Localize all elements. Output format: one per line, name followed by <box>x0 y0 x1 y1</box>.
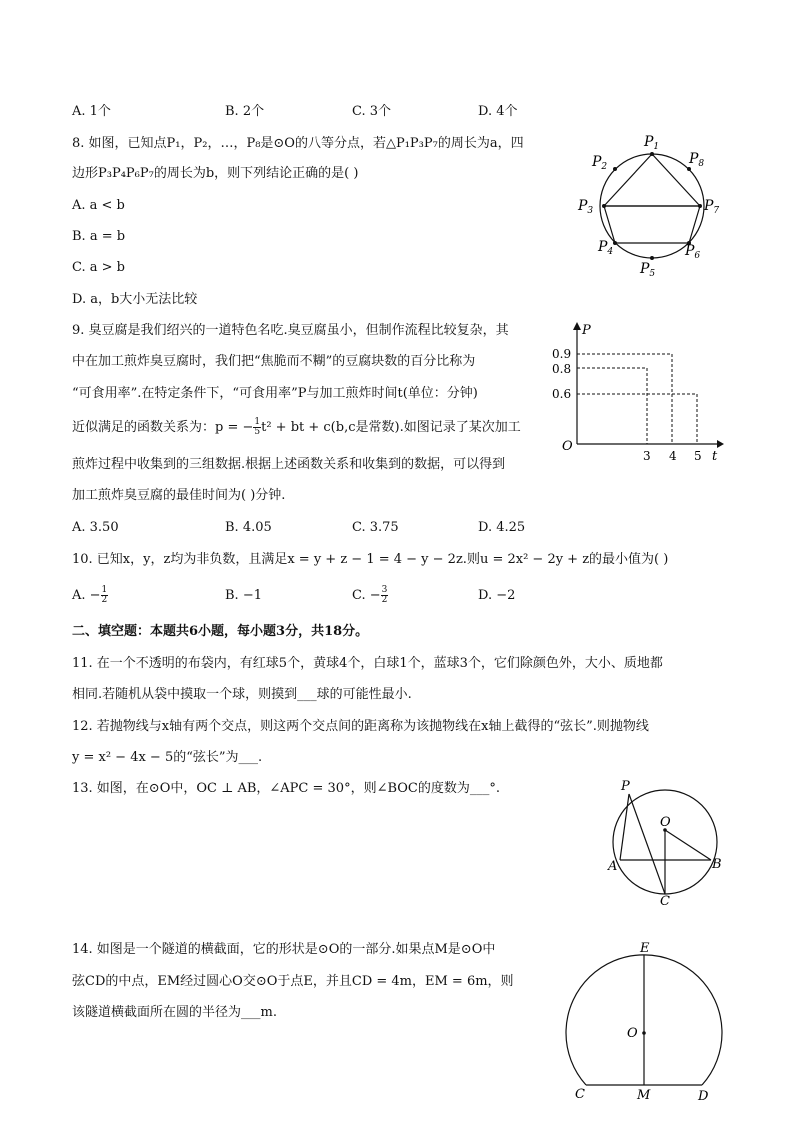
q9-option-d: D. 4.25 <box>478 520 526 535</box>
q8-figure <box>572 128 732 278</box>
q8-label-p3: $P_3$ <box>578 198 594 216</box>
q10-option-a: A. − $\frac{1}{2}$ <box>72 585 108 605</box>
q13-figure <box>600 778 730 906</box>
q8-label-p5: $P_5$ <box>640 261 656 278</box>
q14-label-e: E <box>640 941 650 956</box>
q9-text-line5: 煎炸过程中收集到的三组数据.根据上述函数关系和收集到的数据，可以得到 <box>72 457 506 472</box>
q14-label-c: C <box>575 1087 585 1102</box>
q7-option-b: B. 2个 <box>225 104 265 119</box>
section-2-heading: 二、填空题：本题共6小题，每小题3分，共18分。 <box>72 624 369 639</box>
q13-line-ob <box>665 830 711 860</box>
q9-option-c: C. 3.75 <box>352 520 399 535</box>
q13-label-o: O <box>660 815 671 830</box>
q8-point-p5 <box>650 256 654 260</box>
q13-label-p: P <box>621 779 630 794</box>
q9-option-a: A. 3.50 <box>72 520 119 535</box>
q8-label-p7: $P_7$ <box>704 198 720 216</box>
q14-figure <box>560 938 730 1108</box>
q9-origin-label: O <box>562 439 573 454</box>
q8-option-d: D. a，b大小无法比较 <box>72 292 198 307</box>
q9-text-line6: 加工煎炸臭豆腐的最佳时间为( )分钟. <box>72 488 286 503</box>
q8-option-c: C. a > b <box>72 260 125 275</box>
q13-label-c: C <box>660 894 670 906</box>
q9-y-tick-0.9: 0.9 <box>552 347 572 361</box>
q8-text-line1: 8. 如图，已知点P₁，P₂，…，P₈是⊙O的八等分点，若△P₁P₃P₇的周长为a，四 <box>72 136 524 151</box>
q12-text-line1: 12. 若抛物线与x轴有两个交点，则这两个交点间的距离称为该抛物线在x轴上截得的“弦长”.则抛物线 <box>72 719 649 734</box>
q9-y-arrow <box>573 322 581 330</box>
q10-option-c: C. − $\frac{3}{2}$ <box>352 585 388 605</box>
q13-label-b: B <box>712 857 722 872</box>
q11-text-line1: 11. 在一个不透明的布袋内，有红球5个，黄球4个，白球1个，蓝球3个，它们除颜色外，大小、质地都 <box>72 656 663 671</box>
q12-text-line2: y = x² − 4x − 5的“弦长”为___. <box>72 750 263 765</box>
q8-triangle <box>604 154 700 206</box>
q9-text-line4 <box>72 418 521 438</box>
q9-option-b: B. 4.05 <box>225 520 272 535</box>
q14-label-m: M <box>637 1088 651 1103</box>
q9-y-tick-0.8: 0.8 <box>552 362 572 376</box>
q8-option-a: A. a < b <box>72 198 125 213</box>
q8-label-p1: $P_1$ <box>644 134 660 152</box>
q8-point-p8 <box>687 167 691 171</box>
q14-text-line2: 弦CD的中点，EM经过圆心O交⊙O于点E，并且CD = 4m，EM = 6m，则 <box>72 974 514 989</box>
q9-text-line3: “可食用率”.在特定条件下，“可食用率”P与加工煎炸时间t(单位：分钟) <box>72 386 478 401</box>
q14-text-line3: 该隧道横截面所在圆的半径为___m. <box>72 1005 277 1020</box>
q9-text-line2: 中在加工煎炸臭豆腐时，我们把“焦脆而不糊”的豆腐块数的百分比称为 <box>72 354 476 369</box>
q8-point-p7 <box>698 204 702 208</box>
q13-line-pc <box>629 794 665 894</box>
q9-x-arrow <box>717 440 724 448</box>
q14-text-line1: 14. 如图是一个隧道的横截面，它的形状是⊙O的一部分.如果点M是⊙O中 <box>72 942 496 957</box>
q7-option-c: C. 3个 <box>352 104 392 119</box>
q8-label-p2: $P_2$ <box>592 154 608 172</box>
q9-text-line1: 9. 臭豆腐是我们绍兴的一道特色名吃.臭豆腐虽小，但制作流程比较复杂，其 <box>72 323 509 338</box>
q9-y-axis-label: P <box>582 323 591 338</box>
q13-text: 13. 如图，在⊙O中，OC ⊥ AB，∠APC = 30°，则∠BOC的度数为___°. <box>72 781 500 796</box>
q8-label-p4: $P_4$ <box>598 239 614 257</box>
q7-option-a: A. 1个 <box>72 104 111 119</box>
q10-text: 10. 已知x，y，z均为非负数，且满足x = y + z − 1 = 4 − y − 2z.则u = 2x² − 2y + z的最小值为( ) <box>72 552 669 567</box>
q9-x-tick-5: 5 <box>694 449 702 463</box>
q9-x-tick-3: 3 <box>643 449 651 463</box>
q14-point-o <box>642 1031 646 1035</box>
q8-label-p6: $P_6$ <box>685 243 701 261</box>
q8-text-line2: 边形P₃P₄P₆P₇的周长为b，则下列结论正确的是( ) <box>72 166 359 181</box>
q14-label-o: O <box>627 1026 638 1041</box>
q9-formula-suffix: t² + bt + c(b,c是常数).如图记录了某次加工 <box>261 420 521 435</box>
q9-formula-prefix: 近似满足的函数关系为：p = − <box>72 420 254 435</box>
q8-label-p8: $P_8$ <box>689 151 705 169</box>
q9-x-axis-label: t <box>712 449 718 464</box>
q8-point-p1 <box>650 152 654 156</box>
q13-label-a: A <box>608 859 618 874</box>
q9-fraction: $\frac{1}{5}$ <box>254 417 261 437</box>
q7-option-d: D. 4个 <box>478 104 518 119</box>
q11-text-line2: 相同.若随机从袋中摸取一个球，则摸到___球的可能性最小. <box>72 687 412 702</box>
q8-quadrilateral <box>604 206 700 243</box>
q14-label-d: D <box>698 1089 709 1104</box>
q8-point-p2 <box>613 167 617 171</box>
q9-x-tick-4: 4 <box>669 449 677 463</box>
q9-chart <box>552 318 732 466</box>
q10-option-b: B. −1 <box>225 588 262 603</box>
q8-point-p4 <box>613 241 617 245</box>
q8-option-b: B. a = b <box>72 229 126 244</box>
q13-line-pa <box>620 794 629 860</box>
q8-point-p3 <box>602 204 606 208</box>
q10-option-d: D. −2 <box>478 588 516 603</box>
q9-y-tick-0.6: 0.6 <box>552 387 572 401</box>
